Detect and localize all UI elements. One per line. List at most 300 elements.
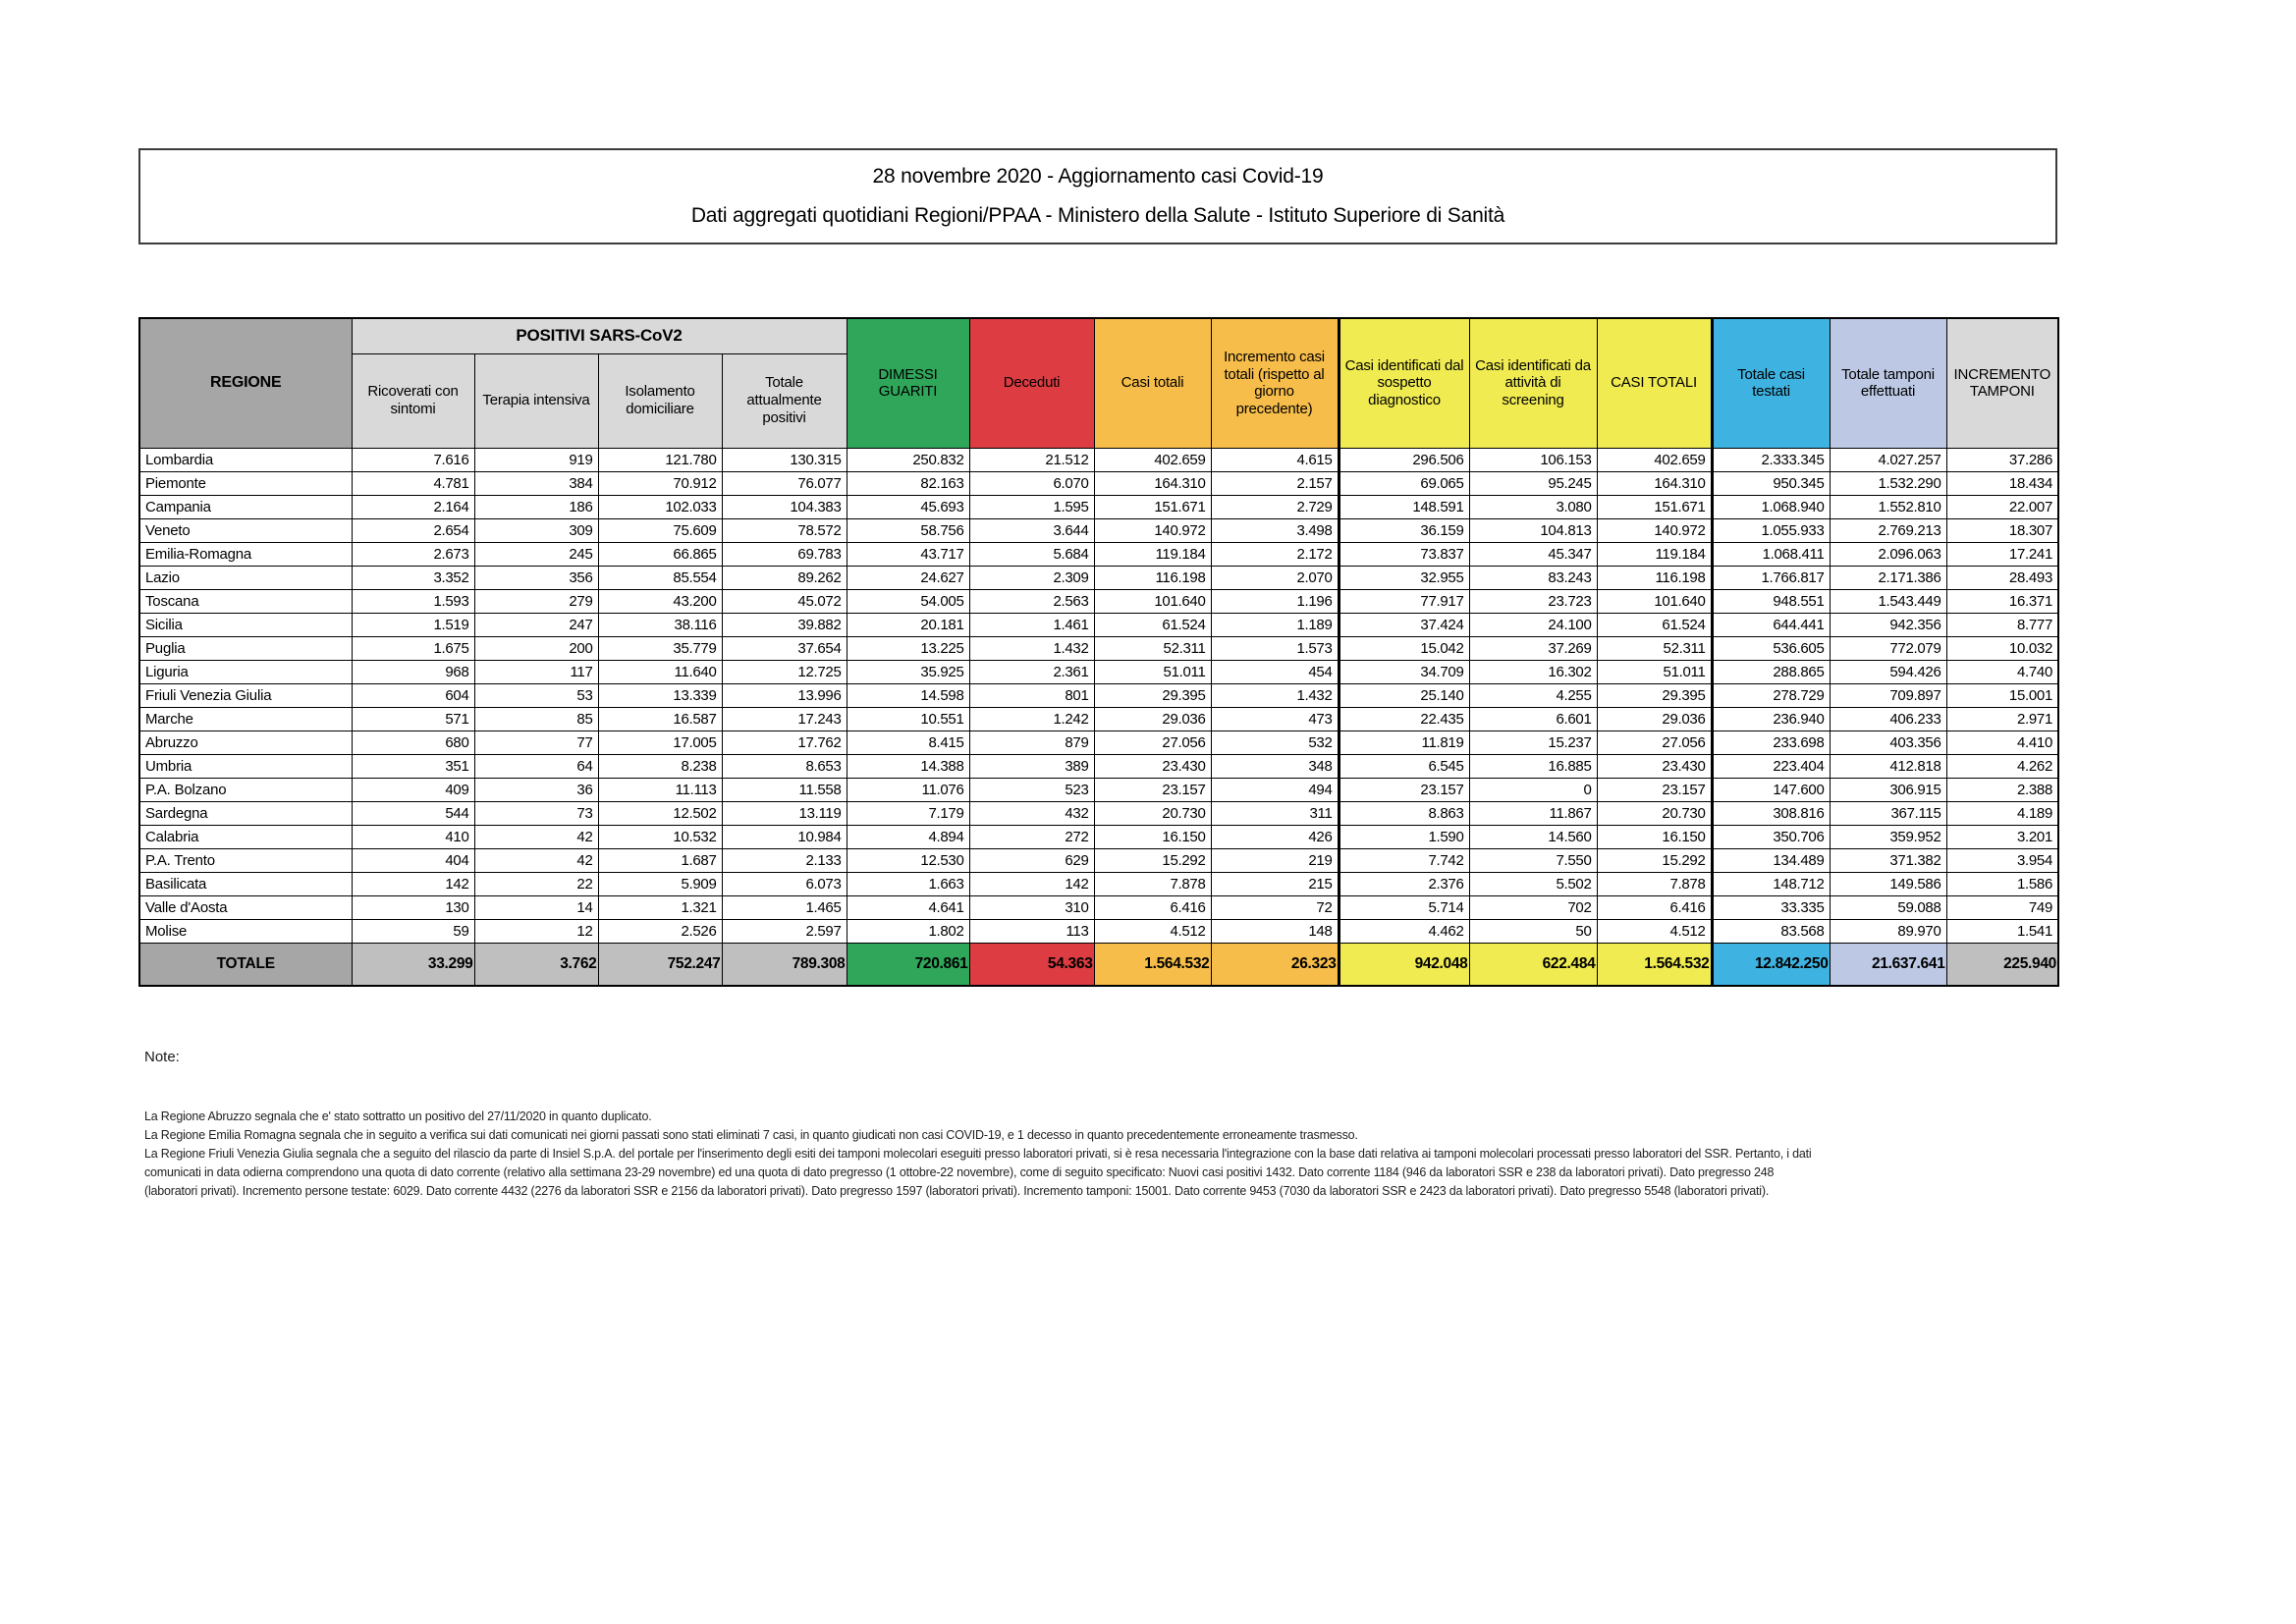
cell-value: 1.461: [969, 613, 1094, 636]
cell-value: 6.545: [1339, 754, 1469, 778]
cell-value: 2.070: [1211, 566, 1339, 589]
cell-value: 20.730: [1094, 801, 1211, 825]
table-row: [139, 872, 2058, 895]
cell-value: 6.416: [1597, 895, 1712, 919]
cell-value: 16.150: [1094, 825, 1211, 848]
cell-value: 59.088: [1830, 895, 1946, 919]
cell-value: 2.971: [1946, 707, 2058, 731]
cell-value: 70.912: [598, 471, 722, 495]
cell-value: 13.339: [598, 683, 722, 707]
report-title-date: 28 novembre 2020 - Aggiornamento casi Covid-19: [872, 165, 1324, 189]
region-name: Basilicata: [139, 872, 352, 895]
cell-value: 454: [1211, 660, 1339, 683]
note-line: comunicati in data odierna comprendono una quota di dato corrente (relativo alla settimana 23-29 novembre) ed una quota di dato pregresso (1 ottobre-22 novembre), come di seguito specificato: Nuovi casi positivi 1432. Dato corrente 1184 (946 da laboratori SSR e 238 da laboratori privati). Dato pregresso 248: [144, 1165, 1775, 1179]
cell-value: 604: [352, 683, 474, 707]
cell-value: 8.653: [722, 754, 847, 778]
cell-value: 1.573: [1211, 636, 1339, 660]
cell-value: 2.309: [969, 566, 1094, 589]
cell-value: 151.671: [1094, 495, 1211, 518]
region-name: Umbria: [139, 754, 352, 778]
cell-value: 25.140: [1339, 683, 1469, 707]
cell-value: 629: [969, 848, 1094, 872]
total-value: 720.861: [847, 943, 969, 986]
cell-value: 367.115: [1830, 801, 1946, 825]
cell-value: 23.157: [1094, 778, 1211, 801]
cell-value: 72: [1211, 895, 1339, 919]
cell-value: 426: [1211, 825, 1339, 848]
cell-value: 308.816: [1712, 801, 1830, 825]
total-value: 12.842.250: [1712, 943, 1830, 986]
total-row: [139, 943, 2058, 986]
cell-value: 39.882: [722, 613, 847, 636]
cell-value: 17.762: [722, 731, 847, 754]
cell-value: 16.150: [1597, 825, 1712, 848]
cell-value: 18.307: [1946, 518, 2058, 542]
cell-value: 15.292: [1094, 848, 1211, 872]
cell-value: 7.616: [352, 448, 474, 471]
cell-value: 77: [474, 731, 598, 754]
cell-value: 28.493: [1946, 566, 2058, 589]
cell-value: 59: [352, 919, 474, 943]
cell-value: 20.181: [847, 613, 969, 636]
cell-value: 12.725: [722, 660, 847, 683]
cell-value: 33.335: [1712, 895, 1830, 919]
cell-value: 11.819: [1339, 731, 1469, 754]
cell-value: 116.198: [1094, 566, 1211, 589]
cell-value: 119.184: [1094, 542, 1211, 566]
cell-value: 250.832: [847, 448, 969, 471]
cell-value: 1.465: [722, 895, 847, 919]
cell-value: 18.434: [1946, 471, 2058, 495]
cell-value: 10.532: [598, 825, 722, 848]
cell-value: 148: [1211, 919, 1339, 943]
cell-value: 4.462: [1339, 919, 1469, 943]
cell-value: 11.113: [598, 778, 722, 801]
cell-value: 3.498: [1211, 518, 1339, 542]
cell-value: 801: [969, 683, 1094, 707]
cell-value: 7.878: [1597, 872, 1712, 895]
total-value: 1.564.532: [1094, 943, 1211, 986]
cell-value: 21.512: [969, 448, 1094, 471]
total-value: 789.308: [722, 943, 847, 986]
cell-value: 51.011: [1094, 660, 1211, 683]
cell-value: 2.729: [1211, 495, 1339, 518]
cell-value: 58.756: [847, 518, 969, 542]
cell-value: 16.885: [1469, 754, 1597, 778]
col-header-deceduti: Deceduti: [969, 318, 1094, 448]
cell-value: 37.269: [1469, 636, 1597, 660]
cell-value: 76.077: [722, 471, 847, 495]
cell-value: 968: [352, 660, 474, 683]
cell-value: 3.201: [1946, 825, 2058, 848]
cell-value: 164.310: [1597, 471, 1712, 495]
cell-value: 3.644: [969, 518, 1094, 542]
cell-value: 22: [474, 872, 598, 895]
region-name: Molise: [139, 919, 352, 943]
region-name: Puglia: [139, 636, 352, 660]
cell-value: 52.311: [1094, 636, 1211, 660]
cell-value: 1.595: [969, 495, 1094, 518]
cell-value: 200: [474, 636, 598, 660]
cell-value: 61.524: [1094, 613, 1211, 636]
cell-value: 2.171.386: [1830, 566, 1946, 589]
cell-value: 1.663: [847, 872, 969, 895]
cell-value: 680: [352, 731, 474, 754]
cell-value: 102.033: [598, 495, 722, 518]
table-row: [139, 778, 2058, 801]
cell-value: 309: [474, 518, 598, 542]
cell-value: 83.568: [1712, 919, 1830, 943]
cell-value: 1.432: [1211, 683, 1339, 707]
cell-value: 113: [969, 919, 1094, 943]
cell-value: 119.184: [1597, 542, 1712, 566]
table-row: [139, 636, 2058, 660]
cell-value: 22.007: [1946, 495, 2058, 518]
cell-value: 11.558: [722, 778, 847, 801]
cell-value: 278.729: [1712, 683, 1830, 707]
cell-value: 389: [969, 754, 1094, 778]
region-name: Calabria: [139, 825, 352, 848]
cell-value: 85.554: [598, 566, 722, 589]
cell-value: 4.740: [1946, 660, 2058, 683]
cell-value: 17.005: [598, 731, 722, 754]
cell-value: 101.640: [1094, 589, 1211, 613]
note-line: (laboratori privati). Incremento persone testate: 6029. Dato corrente 4432 (2276 da laboratori SSR e 2156 da laboratori privati). Dato pregresso 1597 (laboratori privati). Incremento tamponi: 15001. Dato corrente 9453 (7030 da laboratori SSR e 2423 da laboratori privati). Dato pregresso 5548 (laboratori privati).: [144, 1184, 1770, 1198]
cell-value: 1.766.817: [1712, 566, 1830, 589]
cell-value: 24.627: [847, 566, 969, 589]
total-value: 622.484: [1469, 943, 1597, 986]
table-row: [139, 589, 2058, 613]
cell-value: 4.027.257: [1830, 448, 1946, 471]
cell-value: 279: [474, 589, 598, 613]
cell-value: 42: [474, 848, 598, 872]
cell-value: 7.550: [1469, 848, 1597, 872]
region-name: Lazio: [139, 566, 352, 589]
col-header-sospetto-diagnostico: Casi identificati dal sospetto diagnostico: [1339, 318, 1469, 448]
cell-value: 356: [474, 566, 598, 589]
cell-value: 43.200: [598, 589, 722, 613]
cell-value: 2.172: [1211, 542, 1339, 566]
cell-value: 35.925: [847, 660, 969, 683]
cell-value: 14: [474, 895, 598, 919]
cell-value: 4.512: [1094, 919, 1211, 943]
table-row: [139, 848, 2058, 872]
cell-value: 17.241: [1946, 542, 2058, 566]
col-header-incremento-tamponi: INCREMENTO TAMPONI: [1946, 318, 2058, 448]
cell-value: 1.068.940: [1712, 495, 1830, 518]
cell-value: 409: [352, 778, 474, 801]
col-header-isolamento-domiciliare: Isolamento domiciliare: [598, 353, 722, 448]
cell-value: 2.388: [1946, 778, 2058, 801]
cell-value: 2.654: [352, 518, 474, 542]
cell-value: 11.076: [847, 778, 969, 801]
cell-value: 6.073: [722, 872, 847, 895]
cell-value: 2.333.345: [1712, 448, 1830, 471]
cell-value: 494: [1211, 778, 1339, 801]
cell-value: 22.435: [1339, 707, 1469, 731]
cell-value: 0: [1469, 778, 1597, 801]
cell-value: 186: [474, 495, 598, 518]
cell-value: 2.526: [598, 919, 722, 943]
cell-value: 42: [474, 825, 598, 848]
cell-value: 919: [474, 448, 598, 471]
cell-value: 4.781: [352, 471, 474, 495]
note-line: La Regione Abruzzo segnala che e' stato sottratto un positivo del 27/11/2020 in quanto duplicato.: [144, 1110, 652, 1123]
cell-value: 29.395: [1094, 683, 1211, 707]
cell-value: 536.605: [1712, 636, 1830, 660]
cell-value: 473: [1211, 707, 1339, 731]
region-name: P.A. Trento: [139, 848, 352, 872]
cell-value: 36.159: [1339, 518, 1469, 542]
cell-value: 148.712: [1712, 872, 1830, 895]
cell-value: 1.590: [1339, 825, 1469, 848]
region-name: P.A. Bolzano: [139, 778, 352, 801]
region-name: Marche: [139, 707, 352, 731]
cell-value: 69.065: [1339, 471, 1469, 495]
cell-value: 4.894: [847, 825, 969, 848]
total-value: 942.048: [1339, 943, 1469, 986]
region-name: Friuli Venezia Giulia: [139, 683, 352, 707]
cell-value: 10.032: [1946, 636, 2058, 660]
cell-value: 2.157: [1211, 471, 1339, 495]
cell-value: 37.654: [722, 636, 847, 660]
region-name: Valle d'Aosta: [139, 895, 352, 919]
cell-value: 403.356: [1830, 731, 1946, 754]
cell-value: 23.430: [1094, 754, 1211, 778]
covid-data-table: [138, 317, 2059, 987]
cell-value: 13.225: [847, 636, 969, 660]
total-label: TOTALE: [139, 943, 352, 986]
cell-value: 7.742: [1339, 848, 1469, 872]
cell-value: 151.671: [1597, 495, 1712, 518]
cell-value: 772.079: [1830, 636, 1946, 660]
cell-value: 12.502: [598, 801, 722, 825]
table-row: [139, 471, 2058, 495]
cell-value: 523: [969, 778, 1094, 801]
cell-value: 75.609: [598, 518, 722, 542]
cell-value: 27.056: [1094, 731, 1211, 754]
cell-value: 1.432: [969, 636, 1094, 660]
cell-value: 950.345: [1712, 471, 1830, 495]
cell-value: 12: [474, 919, 598, 943]
cell-value: 77.917: [1339, 589, 1469, 613]
cell-value: 61.524: [1597, 613, 1712, 636]
col-header-totale-tamponi: Totale tamponi effettuati: [1830, 318, 1946, 448]
cell-value: 544: [352, 801, 474, 825]
cell-value: 20.730: [1597, 801, 1712, 825]
cell-value: 2.769.213: [1830, 518, 1946, 542]
cell-value: 402.659: [1094, 448, 1211, 471]
cell-value: 1.586: [1946, 872, 2058, 895]
cell-value: 134.489: [1712, 848, 1830, 872]
cell-value: 11.640: [598, 660, 722, 683]
cell-value: 106.153: [1469, 448, 1597, 471]
table-row: [139, 754, 2058, 778]
cell-value: 247: [474, 613, 598, 636]
cell-value: 1.593: [352, 589, 474, 613]
cell-value: 4.189: [1946, 801, 2058, 825]
cell-value: 702: [1469, 895, 1597, 919]
cell-value: 1.519: [352, 613, 474, 636]
cell-value: 4.615: [1211, 448, 1339, 471]
cell-value: 23.157: [1339, 778, 1469, 801]
region-name: Lombardia: [139, 448, 352, 471]
cell-value: 73: [474, 801, 598, 825]
cell-value: 288.865: [1712, 660, 1830, 683]
cell-value: 16.587: [598, 707, 722, 731]
cell-value: 104.813: [1469, 518, 1597, 542]
cell-value: 1.543.449: [1830, 589, 1946, 613]
cell-value: 148.591: [1339, 495, 1469, 518]
cell-value: 1.189: [1211, 613, 1339, 636]
notes-heading: Note:: [144, 1049, 180, 1065]
cell-value: 1.552.810: [1830, 495, 1946, 518]
cell-value: 3.352: [352, 566, 474, 589]
cell-value: 5.502: [1469, 872, 1597, 895]
cell-value: 66.865: [598, 542, 722, 566]
col-header-ricoverati-sintomi: Ricoverati con sintomi: [352, 353, 474, 448]
cell-value: 15.292: [1597, 848, 1712, 872]
cell-value: 10.984: [722, 825, 847, 848]
cell-value: 13.119: [722, 801, 847, 825]
total-value: 1.564.532: [1597, 943, 1712, 986]
total-value: 33.299: [352, 943, 474, 986]
col-header-totale-casi-testati: Totale casi testati: [1712, 318, 1830, 448]
cell-value: 82.163: [847, 471, 969, 495]
table-row: [139, 613, 2058, 636]
cell-value: 164.310: [1094, 471, 1211, 495]
cell-value: 8.238: [598, 754, 722, 778]
cell-value: 34.709: [1339, 660, 1469, 683]
cell-value: 51.011: [1597, 660, 1712, 683]
cell-value: 404: [352, 848, 474, 872]
region-name: Campania: [139, 495, 352, 518]
table-body: [139, 448, 2058, 943]
cell-value: 296.506: [1339, 448, 1469, 471]
cell-value: 571: [352, 707, 474, 731]
cell-value: 14.388: [847, 754, 969, 778]
cell-value: 5.909: [598, 872, 722, 895]
cell-value: 233.698: [1712, 731, 1830, 754]
cell-value: 406.233: [1830, 707, 1946, 731]
cell-value: 73.837: [1339, 542, 1469, 566]
table-row: [139, 801, 2058, 825]
cell-value: 2.563: [969, 589, 1094, 613]
cell-value: 83.243: [1469, 566, 1597, 589]
table-row: [139, 919, 2058, 943]
cell-value: 121.780: [598, 448, 722, 471]
col-header-regione: REGIONE: [139, 318, 352, 448]
cell-value: 89.970: [1830, 919, 1946, 943]
cell-value: 1.541: [1946, 919, 2058, 943]
title-box: [138, 148, 2057, 244]
cell-value: 29.036: [1597, 707, 1712, 731]
cell-value: 306.915: [1830, 778, 1946, 801]
cell-value: 45.072: [722, 589, 847, 613]
cell-value: 43.717: [847, 542, 969, 566]
cell-value: 644.441: [1712, 613, 1830, 636]
cell-value: 2.096.063: [1830, 542, 1946, 566]
cell-value: 219: [1211, 848, 1339, 872]
total-value: 3.762: [474, 943, 598, 986]
col-header-dimessi-guariti: DIMESSI GUARITI: [847, 318, 969, 448]
note-line: La Regione Emilia Romagna segnala che in seguito a verifica sui dati comunicati nei giorni passati sono stati eliminati 7 casi, in quanto giudicati non casi COVID-19, e 1 decesso in quanto precedentemente erroneamente trasmesso.: [144, 1128, 1358, 1142]
cell-value: 15.237: [1469, 731, 1597, 754]
cell-value: 23.430: [1597, 754, 1712, 778]
cell-value: 78.572: [722, 518, 847, 542]
cell-value: 215: [1211, 872, 1339, 895]
cell-value: 245: [474, 542, 598, 566]
cell-value: 410: [352, 825, 474, 848]
cell-value: 2.361: [969, 660, 1094, 683]
table-row: [139, 542, 2058, 566]
cell-value: 8.777: [1946, 613, 2058, 636]
cell-value: 348: [1211, 754, 1339, 778]
cell-value: 594.426: [1830, 660, 1946, 683]
cell-value: 142: [352, 872, 474, 895]
cell-value: 14.598: [847, 683, 969, 707]
cell-value: 311: [1211, 801, 1339, 825]
region-name: Abruzzo: [139, 731, 352, 754]
cell-value: 532: [1211, 731, 1339, 754]
cell-value: 149.586: [1830, 872, 1946, 895]
cell-value: 16.371: [1946, 589, 2058, 613]
table-row: [139, 448, 2058, 471]
total-value: 26.323: [1211, 943, 1339, 986]
cell-value: 85: [474, 707, 598, 731]
cell-value: 37.424: [1339, 613, 1469, 636]
table-footer: [139, 943, 2058, 986]
cell-value: 5.714: [1339, 895, 1469, 919]
cell-value: 8.863: [1339, 801, 1469, 825]
cell-value: 116.198: [1597, 566, 1712, 589]
cell-value: 1.532.290: [1830, 471, 1946, 495]
cell-value: 12.530: [847, 848, 969, 872]
cell-value: 147.600: [1712, 778, 1830, 801]
cell-value: 4.512: [1597, 919, 1712, 943]
region-name: Sicilia: [139, 613, 352, 636]
col-header-casi-totali: Casi totali: [1094, 318, 1211, 448]
cell-value: 2.164: [352, 495, 474, 518]
cell-value: 117: [474, 660, 598, 683]
cell-value: 54.005: [847, 589, 969, 613]
cell-value: 4.255: [1469, 683, 1597, 707]
cell-value: 35.779: [598, 636, 722, 660]
cell-value: 1.675: [352, 636, 474, 660]
table-row: [139, 495, 2058, 518]
cell-value: 1.242: [969, 707, 1094, 731]
region-name: Emilia-Romagna: [139, 542, 352, 566]
report-title-source: Dati aggregati quotidiani Regioni/PPAA - Ministero della Salute - Istituto Superiore di Sanità: [690, 203, 1505, 227]
table-row: [139, 731, 2058, 754]
cell-value: 45.347: [1469, 542, 1597, 566]
cell-value: 709.897: [1830, 683, 1946, 707]
region-name: Toscana: [139, 589, 352, 613]
cell-value: 69.783: [722, 542, 847, 566]
col-header-terapia-intensiva: Terapia intensiva: [474, 353, 598, 448]
table-row: [139, 707, 2058, 731]
cell-value: 1.802: [847, 919, 969, 943]
cell-value: 2.133: [722, 848, 847, 872]
cell-value: 14.560: [1469, 825, 1597, 848]
region-name: Piemonte: [139, 471, 352, 495]
cell-value: 359.952: [1830, 825, 1946, 848]
cell-value: 64: [474, 754, 598, 778]
cell-value: 879: [969, 731, 1094, 754]
cell-value: 350.706: [1712, 825, 1830, 848]
cell-value: 236.940: [1712, 707, 1830, 731]
cell-value: 4.262: [1946, 754, 2058, 778]
